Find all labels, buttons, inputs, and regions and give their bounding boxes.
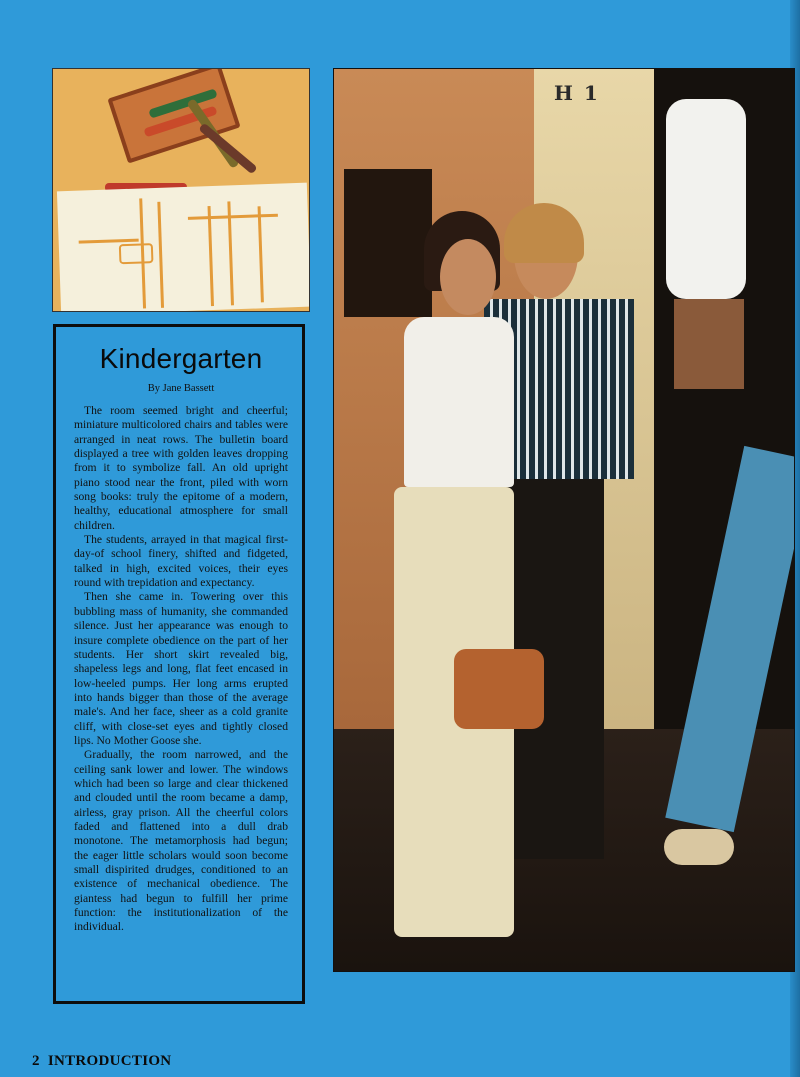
article-box <box>53 324 305 1004</box>
student-jeans <box>664 449 784 869</box>
child-drawing <box>57 183 310 312</box>
hallway-photo <box>333 68 795 972</box>
room-number-sign: H 1 <box>554 81 600 105</box>
article-paragraph: The students, arrayed in that magical first-day-of school finery, shifted and fidgeted, talked in high, excited voices, their eyes round with trepidation and expectancy. <box>74 533 288 590</box>
student-white-top <box>394 219 544 949</box>
article-body <box>74 404 288 935</box>
page-number: 2 <box>32 1053 40 1069</box>
article-title: Kindergarten <box>99 343 263 374</box>
article-paragraph: The room seemed bright and cheerful; miniature multicolored chairs and tables were arranged in neat rows. The bulletin board displayed a tree with golden leaves dropping from it to symbolize fall. An old upright piano stood near the front, piled with worn song books: truly the epitome of a modern, healthy, educational atmosphere for small children. <box>74 404 288 532</box>
article-byline: By Jane Bassett <box>147 383 215 394</box>
page-folio <box>32 1053 179 1070</box>
crayons-drawing-photo <box>52 68 310 312</box>
article-paragraph: Gradually, the room narrowed, and the ceiling sank lower and lower. The windows which had been so large and clear thickened and clouded until the room became a damp, airless, gray prison. All the cheerful colors faded and flattened into a dull drab monotone. The metamorphosis had begun; the eager little scholars would soon become small dispirited drudges, conditioned to an existence of mechanical obedience. The giantess had begun to fulfill her prime function: the institutionalization of the individual. <box>74 748 288 934</box>
section-title: INTRODUCTION <box>47 1053 172 1069</box>
article-paragraph: Then she came in. Towering over this bubbling mass of humanity, she commanded silence. Just her appearance was enough to insure complete obedience on the part of her students. Her short skirt revealed big, shapeless legs and long, flat feet encased in low-heeled pumps. Her long arms erupted into hands bigger than those of the average male's. And her face, sheer as a cold granite cliff, with close-set eyes and tightly closed lips. No Mother Goose she. <box>74 590 288 747</box>
